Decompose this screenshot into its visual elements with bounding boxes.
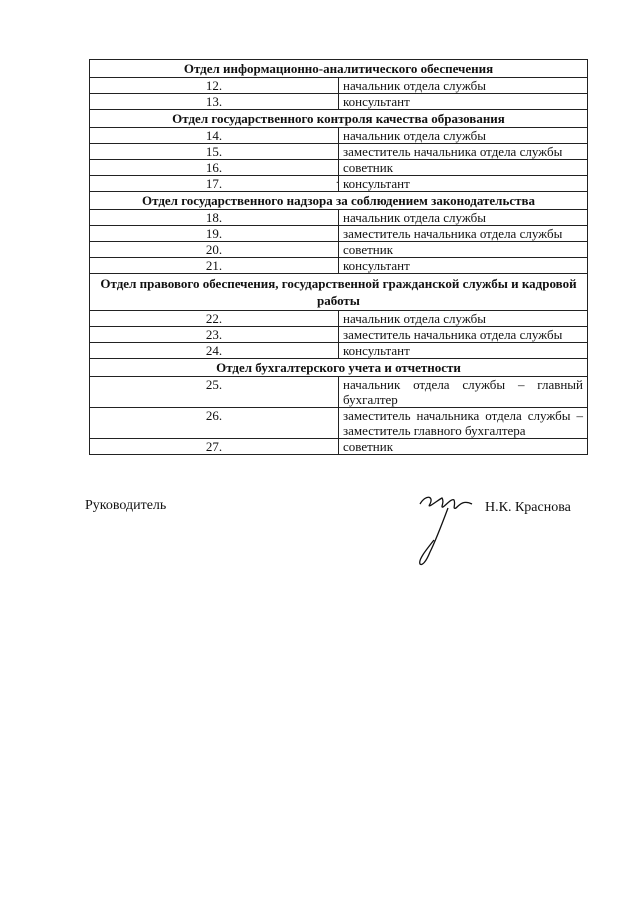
position-title: консультант bbox=[339, 258, 588, 274]
section-header-row bbox=[90, 60, 588, 78]
position-title: советник bbox=[339, 439, 588, 455]
section-title: Отдел бухгалтерского учета и отчетности bbox=[90, 359, 588, 377]
position-title: консультант bbox=[339, 343, 588, 359]
table-row bbox=[90, 377, 588, 408]
row-number: 18. bbox=[90, 210, 339, 226]
row-number: 26. bbox=[90, 408, 339, 439]
position-title: советник bbox=[339, 160, 588, 176]
row-number: 16. bbox=[90, 160, 339, 176]
row-number: 27. bbox=[90, 439, 339, 455]
row-number: 22. bbox=[90, 311, 339, 327]
section-header-row bbox=[90, 192, 588, 210]
section-header-row bbox=[90, 274, 588, 311]
row-number: 14. bbox=[90, 128, 339, 144]
row-number: 19. bbox=[90, 226, 339, 242]
row-number: 21. bbox=[90, 258, 339, 274]
table-row bbox=[90, 78, 588, 94]
row-number: 12. bbox=[90, 78, 339, 94]
position-title: начальник отдела службы – главный бухгалтер bbox=[339, 377, 588, 408]
section-title: Отдел информационно-аналитического обеспечения bbox=[90, 60, 588, 78]
table-row bbox=[90, 258, 588, 274]
section-title: Отдел государственного контроля качества образования bbox=[90, 110, 588, 128]
position-title: начальник отдела службы bbox=[339, 128, 588, 144]
positions-table bbox=[89, 59, 588, 455]
table-row bbox=[90, 176, 588, 192]
table-row bbox=[90, 439, 588, 455]
table-row bbox=[90, 311, 588, 327]
signature-icon bbox=[412, 490, 484, 570]
position-title: заместитель начальника отдела службы bbox=[339, 327, 588, 343]
table-row bbox=[90, 242, 588, 258]
signer-title: Руководитель bbox=[85, 498, 167, 513]
table-row bbox=[90, 144, 588, 160]
section-title: Отдел государственного надзора за соблюдением законодательства bbox=[90, 192, 588, 210]
row-number: 17. bbox=[90, 176, 339, 192]
table-row bbox=[90, 408, 588, 439]
table-row bbox=[90, 128, 588, 144]
table-row bbox=[90, 210, 588, 226]
section-header-row bbox=[90, 110, 588, 128]
row-number: 25. bbox=[90, 377, 339, 408]
position-title: начальник отдела службы bbox=[339, 210, 588, 226]
position-title: советник bbox=[339, 242, 588, 258]
row-number: 13. bbox=[90, 94, 339, 110]
row-number: 15. bbox=[90, 144, 339, 160]
row-number: 23. bbox=[90, 327, 339, 343]
table-row bbox=[90, 327, 588, 343]
position-title: начальник отдела службы bbox=[339, 78, 588, 94]
position-title: консультант bbox=[339, 176, 588, 192]
position-title: консультант bbox=[339, 94, 588, 110]
row-number: 24. bbox=[90, 343, 339, 359]
section-title: Отдел правового обеспечения, государственной гражданской службы и кадровой работы bbox=[90, 274, 588, 311]
row-number: 20. bbox=[90, 242, 339, 258]
table-row bbox=[90, 226, 588, 242]
signer-name: Н.К. Краснова bbox=[485, 500, 571, 515]
table-row bbox=[90, 343, 588, 359]
section-header-row bbox=[90, 359, 588, 377]
position-title: заместитель начальника отдела службы bbox=[339, 144, 588, 160]
positions-table-body bbox=[90, 60, 588, 455]
position-title: заместитель начальника отдела службы – заместитель главного бухгалтера bbox=[339, 408, 588, 439]
table-row bbox=[90, 160, 588, 176]
position-title: заместитель начальника отдела службы bbox=[339, 226, 588, 242]
stray-dot-mark: . bbox=[336, 175, 339, 186]
position-title: начальник отдела службы bbox=[339, 311, 588, 327]
table-row bbox=[90, 94, 588, 110]
